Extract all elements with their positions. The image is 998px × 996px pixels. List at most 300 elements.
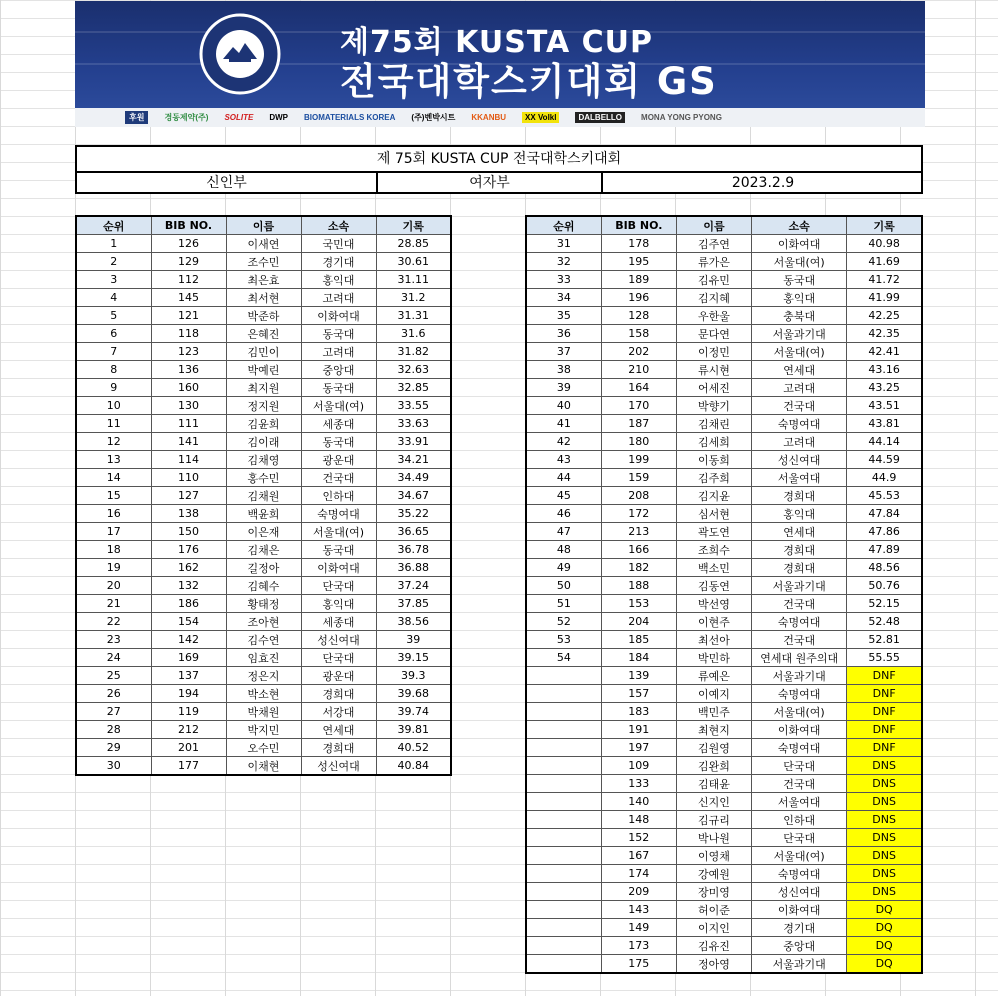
bib-cell: 187 [601,415,676,433]
affiliation-cell: 서울여대 [752,469,847,487]
affiliation-cell: 서울대(여) [301,397,376,415]
record-cell: 31.11 [376,271,451,289]
record-cell: 39.81 [376,721,451,739]
rank-cell: 13 [76,451,151,469]
name-cell: 이지인 [676,919,751,937]
bib-cell: 183 [601,703,676,721]
table-row [526,685,922,703]
table-row [526,451,922,469]
table-row [526,919,922,937]
record-cell: 39.74 [376,703,451,721]
rank-cell: 52 [526,613,601,631]
table-row [526,487,922,505]
record-cell: 32.63 [376,361,451,379]
record-cell: 33.63 [376,415,451,433]
table-row [526,307,922,325]
affiliation-cell: 연세대 [752,523,847,541]
rank-cell: 15 [76,487,151,505]
association-logo-icon [175,13,305,95]
rank-cell: 12 [76,433,151,451]
affiliation-cell: 숙명여대 [752,415,847,433]
table-row [76,235,451,253]
record-cell: 52.15 [847,595,922,613]
affiliation-cell: 인하대 [301,487,376,505]
rank-cell: 34 [526,289,601,307]
sponsor-host-label: 후원 [125,111,148,124]
affiliation-cell: 광운대 [301,451,376,469]
table-row [526,901,922,919]
bib-cell: 173 [601,937,676,955]
rank-cell: 48 [526,541,601,559]
table-row [526,469,922,487]
name-cell: 길정아 [226,559,301,577]
record-cell: DNF [847,667,922,685]
table-row [526,757,922,775]
rank-cell: 50 [526,577,601,595]
rank-cell [526,901,601,919]
rank-cell: 39 [526,379,601,397]
name-cell: 김원영 [676,739,751,757]
table-row [76,325,451,343]
sponsor-logo: XX Volkl [522,112,559,123]
rank-cell: 23 [76,631,151,649]
affiliation-cell: 연세대 [752,361,847,379]
bib-cell: 176 [151,541,226,559]
name-cell: 정지원 [226,397,301,415]
name-cell: 최서현 [226,289,301,307]
name-cell: 임효진 [226,649,301,667]
affiliation-cell: 성신여대 [301,631,376,649]
name-cell: 김민이 [226,343,301,361]
record-cell: DQ [847,919,922,937]
record-cell: 39.3 [376,667,451,685]
name-cell: 곽도연 [676,523,751,541]
bib-cell: 119 [151,703,226,721]
name-cell: 김채원 [226,487,301,505]
record-cell: 41.72 [847,271,922,289]
col-bib: BIB NO. [601,216,676,235]
record-cell: DQ [847,901,922,919]
record-cell: 36.78 [376,541,451,559]
banner-title: 제75회 KUSTA CUP [340,25,653,60]
table-row [76,379,451,397]
bib-cell: 128 [601,307,676,325]
bib-cell: 160 [151,379,226,397]
rank-cell: 51 [526,595,601,613]
results-table-left [75,215,452,776]
rank-cell: 6 [76,325,151,343]
rank-cell [526,685,601,703]
bib-cell: 138 [151,505,226,523]
bib-cell: 172 [601,505,676,523]
table-row [76,307,451,325]
name-cell: 최은효 [226,271,301,289]
table-row [526,253,922,271]
name-cell: 김동연 [676,577,751,595]
name-cell: 심서현 [676,505,751,523]
bib-cell: 139 [601,667,676,685]
record-cell: 31.2 [376,289,451,307]
table-row [76,523,451,541]
rank-cell: 9 [76,379,151,397]
record-cell: 42.35 [847,325,922,343]
affiliation-cell: 국민대 [301,235,376,253]
rank-cell [526,919,601,937]
division-label: 신인부 [77,173,378,194]
table-row [526,847,922,865]
rank-cell [526,937,601,955]
name-cell: 김채린 [676,415,751,433]
table-row [526,577,922,595]
table-row [526,631,922,649]
affiliation-cell: 건국대 [301,469,376,487]
bib-cell: 158 [601,325,676,343]
affiliation-cell: 서강대 [301,703,376,721]
table-row [76,505,451,523]
affiliation-cell: 숙명여대 [752,865,847,883]
record-cell: DNF [847,685,922,703]
bib-cell: 169 [151,649,226,667]
table-row [526,865,922,883]
affiliation-cell: 인하대 [752,811,847,829]
rank-cell: 53 [526,631,601,649]
rank-cell [526,955,601,974]
bib-cell: 157 [601,685,676,703]
name-cell: 홍수민 [226,469,301,487]
bib-cell: 140 [601,793,676,811]
affiliation-cell: 이화여대 [301,559,376,577]
record-cell: 44.14 [847,433,922,451]
bib-cell: 170 [601,397,676,415]
bib-cell: 174 [601,865,676,883]
name-cell: 박민하 [676,649,751,667]
record-cell: 43.51 [847,397,922,415]
affiliation-cell: 경희대 [301,685,376,703]
bib-cell: 150 [151,523,226,541]
affiliation-cell: 건국대 [752,397,847,415]
rank-cell: 11 [76,415,151,433]
affiliation-cell: 동국대 [301,433,376,451]
affiliation-cell: 충북대 [752,307,847,325]
name-cell: 정아영 [676,955,751,974]
sponsor-logo: DWP [269,113,288,122]
affiliation-cell: 광운대 [301,667,376,685]
record-cell: 47.89 [847,541,922,559]
affiliation-cell: 건국대 [752,775,847,793]
rank-cell: 41 [526,415,601,433]
table-row [526,235,922,253]
name-cell: 우한울 [676,307,751,325]
name-cell: 김주희 [676,469,751,487]
bib-cell: 143 [601,901,676,919]
sponsor-bar [75,108,925,127]
rank-cell: 32 [526,253,601,271]
affiliation-cell: 홍익대 [752,289,847,307]
rank-cell: 29 [76,739,151,757]
bib-cell: 196 [601,289,676,307]
name-cell: 황태정 [226,595,301,613]
name-cell: 백민주 [676,703,751,721]
affiliation-cell: 서울대(여) [752,847,847,865]
affiliation-cell: 단국대 [301,649,376,667]
bib-cell: 149 [601,919,676,937]
bib-cell: 148 [601,811,676,829]
event-title: 제 75회 KUSTA CUP 전국대학스키대회 [77,147,921,173]
table-row [76,433,451,451]
rank-cell: 49 [526,559,601,577]
table-row [76,343,451,361]
name-cell: 문다연 [676,325,751,343]
name-cell: 류가은 [676,253,751,271]
record-cell: 41.99 [847,289,922,307]
name-cell: 정은지 [226,667,301,685]
bib-cell: 175 [601,955,676,974]
record-cell: DQ [847,937,922,955]
affiliation-cell: 숙명여대 [752,685,847,703]
sponsor-logo: DALBELLO [575,112,625,123]
table-row [526,793,922,811]
name-cell: 이새연 [226,235,301,253]
name-cell: 류시현 [676,361,751,379]
rank-cell [526,775,601,793]
affiliation-cell: 단국대 [752,829,847,847]
bib-cell: 153 [601,595,676,613]
table-row [76,289,451,307]
table-row [76,703,451,721]
col-name: 이름 [226,216,301,235]
record-cell: 43.81 [847,415,922,433]
affiliation-cell: 경희대 [301,739,376,757]
affiliation-cell: 서울대(여) [301,523,376,541]
name-cell: 김지혜 [676,289,751,307]
name-cell: 이예지 [676,685,751,703]
affiliation-cell: 숙명여대 [301,505,376,523]
table-row [526,613,922,631]
affiliation-cell: 중앙대 [301,361,376,379]
record-cell: DNF [847,739,922,757]
bib-cell: 154 [151,613,226,631]
rank-cell: 24 [76,649,151,667]
affiliation-cell: 단국대 [752,757,847,775]
name-cell: 백윤희 [226,505,301,523]
col-bib: BIB NO. [151,216,226,235]
name-cell: 조희수 [676,541,751,559]
rank-cell: 17 [76,523,151,541]
table-row [76,541,451,559]
rank-cell: 4 [76,289,151,307]
bib-cell: 199 [601,451,676,469]
rank-cell: 25 [76,667,151,685]
affiliation-cell: 고려대 [301,343,376,361]
table-row [526,559,922,577]
name-cell: 류예은 [676,667,751,685]
bib-cell: 142 [151,631,226,649]
bib-cell: 208 [601,487,676,505]
record-cell: 40.52 [376,739,451,757]
affiliation-cell: 동국대 [301,325,376,343]
record-cell: 41.69 [847,253,922,271]
rank-cell: 20 [76,577,151,595]
table-row [526,523,922,541]
record-cell: DNS [847,865,922,883]
rank-cell [526,829,601,847]
col-affiliation: 소속 [752,216,847,235]
rank-cell: 31 [526,235,601,253]
rank-cell: 30 [76,757,151,776]
col-rank: 순위 [526,216,601,235]
record-cell: 33.55 [376,397,451,415]
table-row [76,613,451,631]
record-cell: 39.68 [376,685,451,703]
affiliation-cell: 서울과기대 [752,325,847,343]
table-row [526,667,922,685]
bib-cell: 204 [601,613,676,631]
affiliation-cell: 연세대 원주의대 [752,649,847,667]
table-row [526,703,922,721]
rank-cell: 26 [76,685,151,703]
name-cell: 박선영 [676,595,751,613]
name-cell: 신지인 [676,793,751,811]
rank-cell: 42 [526,433,601,451]
record-cell: 34.67 [376,487,451,505]
affiliation-cell: 건국대 [752,631,847,649]
name-cell: 김채은 [226,541,301,559]
rank-cell: 46 [526,505,601,523]
name-cell: 이정민 [676,343,751,361]
name-cell: 조수민 [226,253,301,271]
name-cell: 박나원 [676,829,751,847]
table-row [526,397,922,415]
record-cell: DNF [847,703,922,721]
table-row [76,361,451,379]
record-cell: 55.55 [847,649,922,667]
bib-cell: 213 [601,523,676,541]
name-cell: 이채현 [226,757,301,776]
table-row [526,775,922,793]
sponsor-logo: BIOMATERIALS KOREA [304,113,396,122]
rank-cell [526,883,601,901]
table-row [526,271,922,289]
name-cell: 김채영 [226,451,301,469]
table-row [526,883,922,901]
rank-cell: 36 [526,325,601,343]
record-cell: 42.41 [847,343,922,361]
table-row [526,325,922,343]
sponsor-logo: 경동제약(주) [164,113,209,122]
name-cell: 오수민 [226,739,301,757]
rank-cell [526,667,601,685]
table-row [526,361,922,379]
record-cell: 47.84 [847,505,922,523]
name-cell: 김혜수 [226,577,301,595]
name-cell: 박준하 [226,307,301,325]
name-cell: 최현지 [676,721,751,739]
name-cell: 최선아 [676,631,751,649]
record-cell: 39 [376,631,451,649]
name-cell: 은혜진 [226,325,301,343]
bib-cell: 152 [601,829,676,847]
affiliation-cell: 건국대 [752,595,847,613]
record-cell: 37.24 [376,577,451,595]
affiliation-cell: 단국대 [301,577,376,595]
record-cell: 44.9 [847,469,922,487]
bib-cell: 137 [151,667,226,685]
record-cell: 45.53 [847,487,922,505]
table-row [526,433,922,451]
bib-cell: 167 [601,847,676,865]
record-cell: 43.16 [847,361,922,379]
col-rank: 순위 [76,216,151,235]
table-row [76,469,451,487]
name-cell: 김태윤 [676,775,751,793]
bib-cell: 123 [151,343,226,361]
affiliation-cell: 고려대 [752,433,847,451]
table-row [76,649,451,667]
bib-cell: 136 [151,361,226,379]
table-row [526,811,922,829]
bib-cell: 126 [151,235,226,253]
sponsor-logo: KKANBU [471,113,507,122]
affiliation-cell: 고려대 [752,379,847,397]
record-cell: DNS [847,883,922,901]
rank-cell: 38 [526,361,601,379]
name-cell: 이현주 [676,613,751,631]
bib-cell: 114 [151,451,226,469]
record-cell: 33.91 [376,433,451,451]
affiliation-cell: 경희대 [752,541,847,559]
sponsor-logo: MONA YONG PYONG [641,113,722,122]
name-cell: 김유진 [676,937,751,955]
record-cell: DNS [847,829,922,847]
bib-cell: 184 [601,649,676,667]
rank-cell [526,865,601,883]
bib-cell: 121 [151,307,226,325]
rank-cell: 33 [526,271,601,289]
name-cell: 박채원 [226,703,301,721]
bib-cell: 191 [601,721,676,739]
name-cell: 박예린 [226,361,301,379]
rank-cell [526,793,601,811]
table-row [76,559,451,577]
bib-cell: 133 [601,775,676,793]
bib-cell: 197 [601,739,676,757]
affiliation-cell: 홍익대 [301,271,376,289]
affiliation-cell: 서울과기대 [752,667,847,685]
rank-cell [526,721,601,739]
bib-cell: 127 [151,487,226,505]
bib-cell: 186 [151,595,226,613]
record-cell: 38.56 [376,613,451,631]
record-cell: 47.86 [847,523,922,541]
rank-cell: 8 [76,361,151,379]
bib-cell: 118 [151,325,226,343]
record-cell: 40.98 [847,235,922,253]
bib-cell: 195 [601,253,676,271]
bib-cell: 194 [151,685,226,703]
affiliation-cell: 서울대(여) [752,253,847,271]
name-cell: 김주연 [676,235,751,253]
affiliation-cell: 경희대 [752,487,847,505]
record-cell: 34.49 [376,469,451,487]
affiliation-cell: 경희대 [752,559,847,577]
rank-cell: 7 [76,343,151,361]
rank-cell: 19 [76,559,151,577]
table-row [526,829,922,847]
bib-cell: 109 [601,757,676,775]
table-row [76,757,451,776]
record-cell: 34.21 [376,451,451,469]
record-cell: 32.85 [376,379,451,397]
